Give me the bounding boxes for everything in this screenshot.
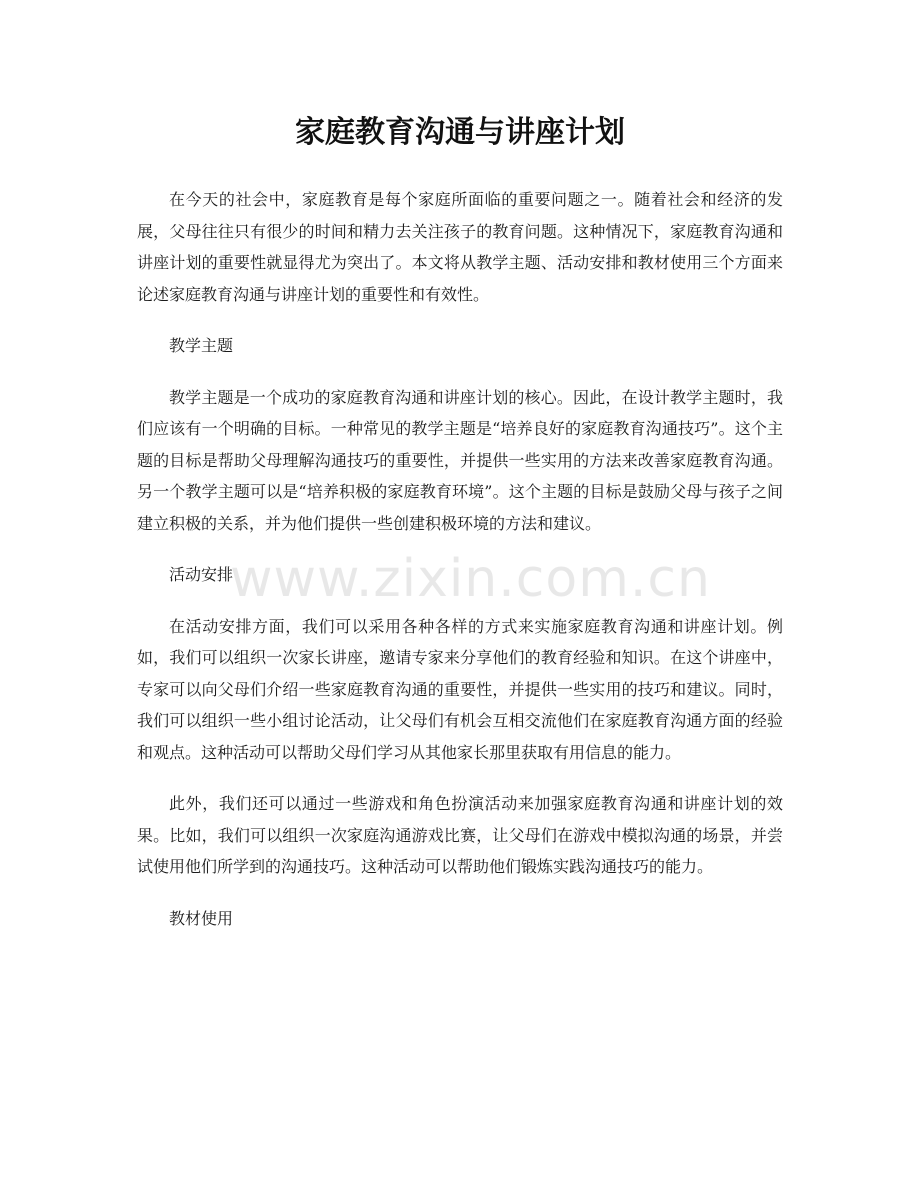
section-heading-teaching-theme: 教学主题 <box>169 336 234 355</box>
section-heading-activity-arrangement: 活动安排 <box>169 565 234 584</box>
section-heading-materials-use: 教材使用 <box>169 908 234 928</box>
activity-paragraph-1: 在活动安排方面，我们可以采用各种各样的方式来实施家庭教育沟通和讲座计划。例如，我们可以组织一次家长讲座，邀请专家来分享他们的教育经验和知识。在这个讲座中，专家可以向父母们介绍一些家庭教育沟通的重要性，并提供一些实用的技巧和建议。同时，我们可以组织一些小组讨论活动，让父母们有机会互相交流他们在家庭教育沟通方面的经验和观点。这种活动可以帮助父母们学习从其他家长那里获取有用信息的能力。 <box>137 616 783 762</box>
intro-paragraph: 在今天的社会中，家庭教育是每个家庭所面临的重要问题之一。随着社会和经济的发展，父母往往只有很少的时间和精力去关注孩子的教育问题。这种情况下，家庭教育沟通和讲座计划的重要性就显得尤为突出了。本文将从教学主题、活动安排和教材使用三个方面来论述家庭教育沟通与讲座计划的重要性和有效性。 <box>137 190 783 304</box>
teaching-theme-paragraph: 教学主题是一个成功的家庭教育沟通和讲座计划的核心。因此，在设计教学主题时，我们应该有一个明确的目标。一种常见的教学主题是“培养良好的家庭教育沟通技巧”。这个主题的目标是帮助父母理解沟通技巧的重要性，并提供一些实用的方法来改善家庭教育沟通。另一个教学主题可以是“培养积极的家庭教育环境”。这个主题的目标是鼓励父母与孩子之间建立积极的关系，并为他们提供一些创建积极环境的方法和建议。 <box>137 387 783 533</box>
document-title: 家庭教育沟通与讲座计划 <box>295 115 625 150</box>
watermark-text: www.zixin.com.cn <box>230 549 711 609</box>
activity-paragraph-2: 此外，我们还可以通过一些游戏和角色扮演活动来加强家庭教育沟通和讲座计划的效果。比如，我们可以组织一次家庭沟通游戏比赛，让父母们在游戏中模拟沟通的场景，并尝试使用他们所学到的沟通技巧。这种活动可以帮助他们锻炼实践沟通技巧的能力。 <box>137 794 783 876</box>
document-body <box>137 184 783 954</box>
